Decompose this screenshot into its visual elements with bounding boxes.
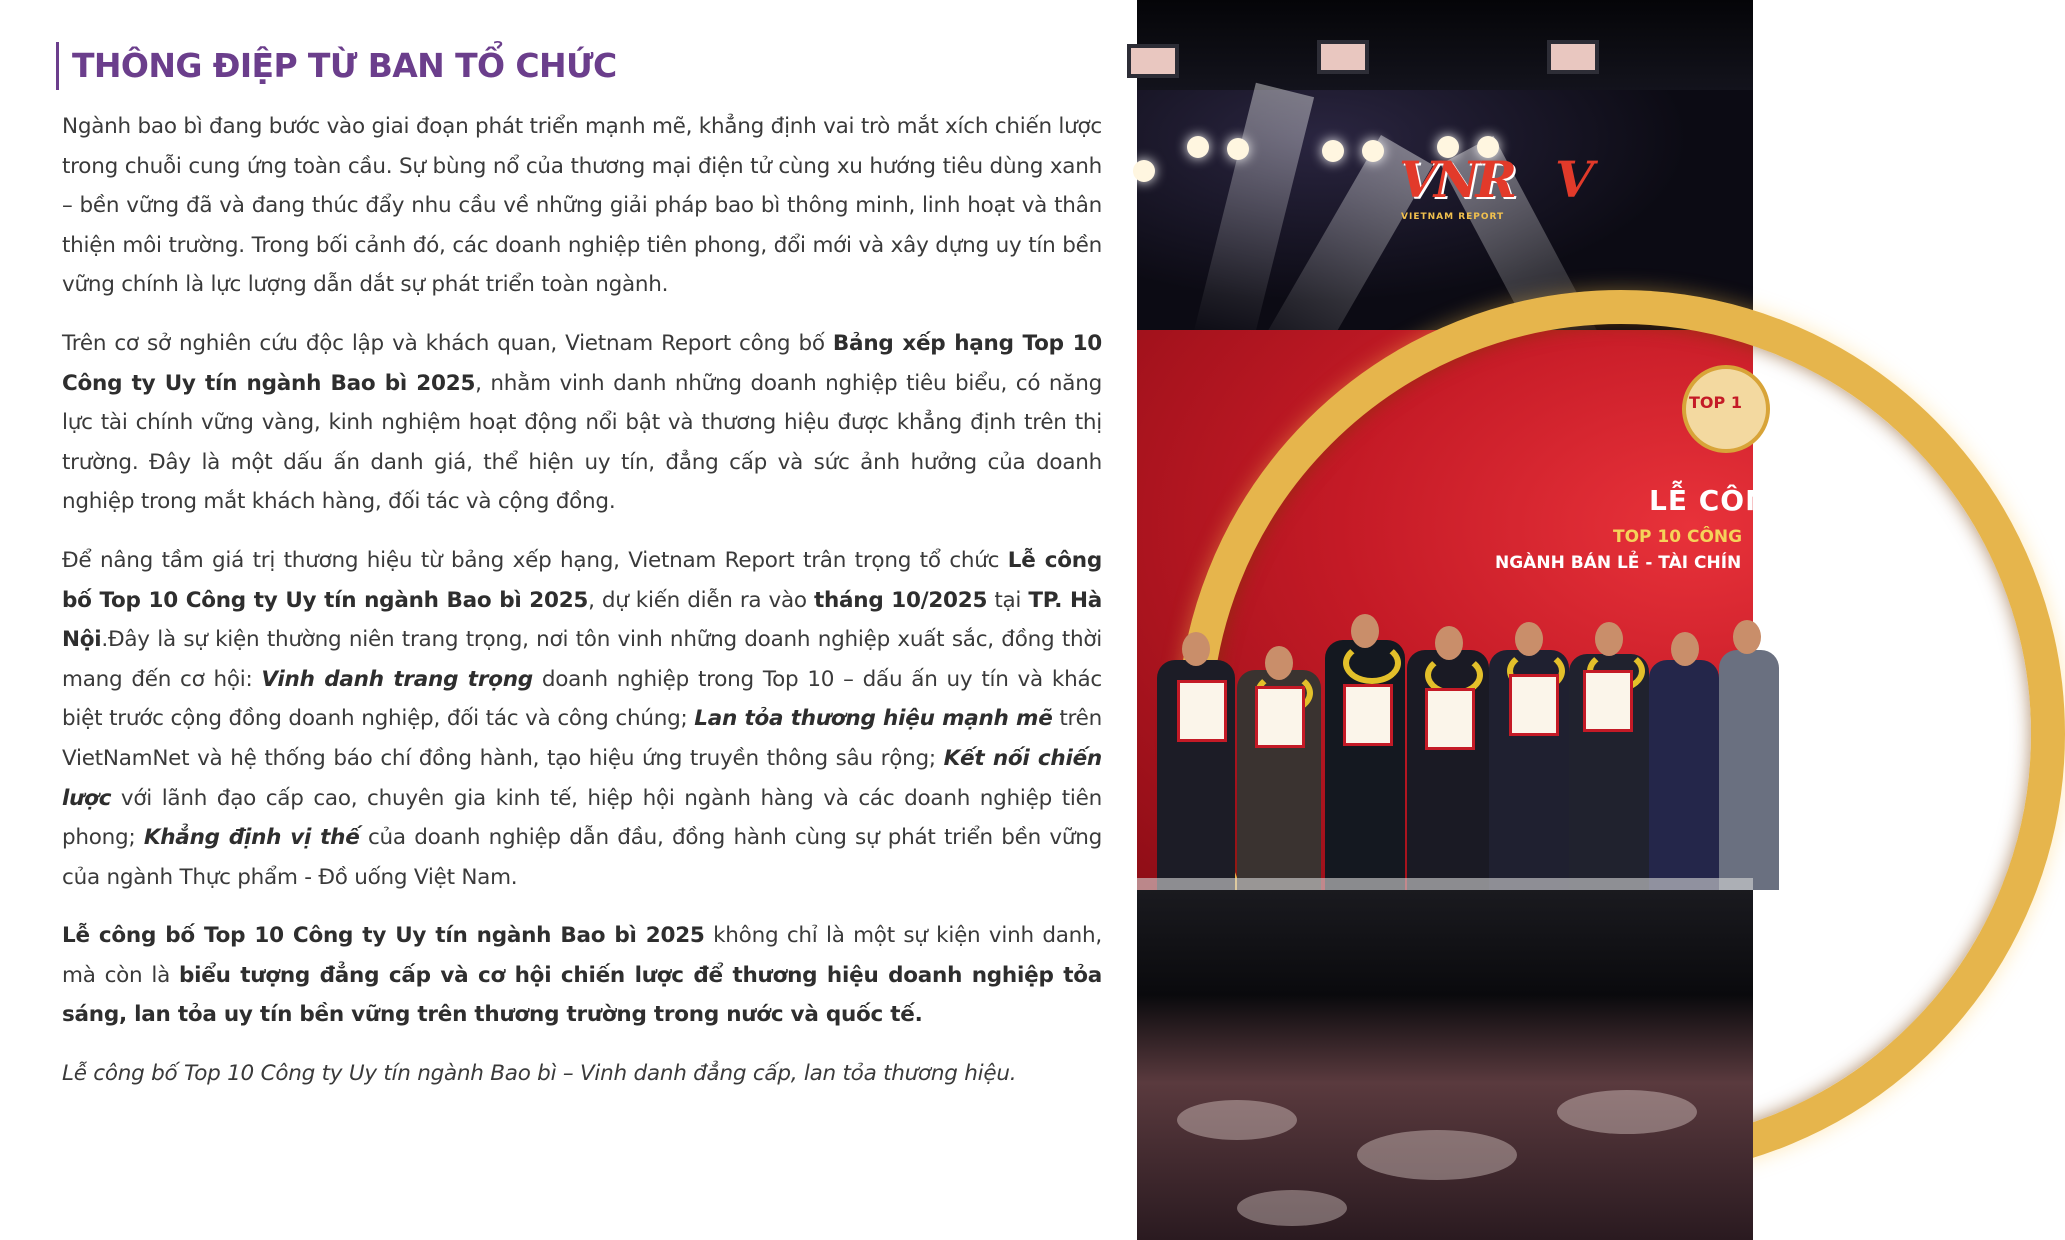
bold-italic-run: Kết nối chiến lược [62, 745, 1102, 811]
bold-run: tháng 10/2025 [813, 587, 988, 613]
awardees-group [1137, 600, 1753, 890]
certificate [1509, 674, 1559, 736]
vnr-logo: VNR [1399, 150, 1514, 209]
presenter-head [1733, 620, 1761, 654]
bold-run: biểu tượng đẳng cấp và cơ hội chiến lược để thương hiệu doanh nghiệp tỏa sáng, lan tỏa uy tín bền vững trên thương trường trong nước và quốc tế. [62, 962, 1102, 1028]
presenter [1649, 660, 1719, 890]
text-run: với lãnh đạo cấp cao, chuyên gia kinh tế, hiệp hội ngành hàng và các doanh nghiệp tiên phong; [62, 785, 1102, 851]
vnr-logo-subtitle: VIETNAM REPORT [1401, 212, 1505, 222]
floor-light [1237, 1190, 1347, 1226]
stage-subtitle: TOP 10 CÔNG [1613, 527, 1743, 547]
stage-light-icon [1547, 40, 1599, 74]
text-run: không chỉ là một sự kiện vinh danh, mà còn là [62, 923, 1102, 988]
text-run: tại [987, 587, 1029, 613]
paragraph-intro: Ngành bao bì đang bước vào giai đoạn phát triển mạnh mẽ, khẳng định vai trò mắt xích chiến lược trong chuỗi cung ứng toàn cầu. Sự bùng nổ của thương mại điện tử cùng xu hướng tiêu dùng xanh – bền vững đã và đang thúc đẩy nhu cầu về những giải pháp bao bì thông minh, linh hoạt và thân thiện môi trường. Trong bối cảnh đó, các doanh nghiệp tiên phong, đổi mới và xây dựng uy tín bền vững chính là lực lượng dẫn dắt sự phát triển toàn ngành. [62, 114, 1102, 298]
bold-italic-run: Khẳng định vị thế [143, 825, 360, 851]
text-run: Để nâng tầm giá trị thương hiệu từ bảng xếp hạng, Vietnam Report trân trọng tổ chức [62, 547, 1008, 573]
bold-italic-run: Lan tỏa thương hiệu mạnh mẽ [694, 706, 1053, 732]
paragraph-significance [62, 916, 1102, 1035]
slogan-text: Lễ công bố Top 10 Công ty Uy tín ngành Bao bì – Vinh danh đẳng cấp, lan tỏa thương hiệu. [62, 1061, 1017, 1087]
certificate [1177, 680, 1227, 742]
spotlight [1187, 136, 1209, 158]
spotlight [1362, 140, 1384, 162]
floor-light [1177, 1100, 1297, 1140]
paragraph-ranking [62, 324, 1102, 522]
text-run: , nhằm vinh danh những doanh nghiệp tiêu biểu, có năng lực tài chính vững vàng, kinh nghiệm hoạt động nổi bật và thương hiệu được khẳng định trên thị trường. Đây là một dấu ấn danh giá, thể hiện uy tín, đẳng cấp và sức ảnh hưởng của doanh nghiệp trong mắt khách hàng, đối tác và cộng đồng. [62, 370, 1102, 515]
stage-subtitle-2: NGÀNH BÁN LẺ - TÀI CHÍN [1495, 553, 1742, 573]
stage-light-icon [1127, 44, 1179, 78]
paragraph-ceremony [62, 541, 1102, 897]
heading-accent-bar [56, 42, 59, 90]
certificate [1583, 670, 1633, 732]
stage-floor [1137, 890, 1753, 1240]
floor-light [1557, 1090, 1697, 1134]
text-run: .Đây là sự kiện thường niên trang trọng, nơi tôn vinh những doanh nghiệp xuất sắc, đồng thời mang đến cơ hội: [62, 627, 1102, 692]
bold-run: TP. Hà Nội [62, 587, 1103, 653]
paragraph-slogan [62, 1054, 1102, 1094]
award-ceremony-photo [1137, 0, 1770, 1240]
stage-title: LỄ CÔN [1649, 484, 1770, 517]
page-title: THÔNG ĐIỆP TỪ BAN TỔ CHỨC [72, 46, 617, 85]
text-run: Trên cơ sở nghiên cứu độc lập và khách quan, Vietnam Report công bố [62, 330, 833, 356]
bold-run: Bảng xếp hạng Top 10 Công ty Uy tín ngành Bao bì 2025 [62, 330, 1102, 396]
bold-italic-run: Vinh danh trang trọng [261, 666, 533, 692]
text-run: trên VietNamNet và hệ thống báo chí đồng hành, tạo hiệu ứng truyền thông sâu rộng; [62, 706, 1102, 771]
bold-run: Lễ công bố Top 10 Công ty Uy tín ngành Bao bì 2025 [62, 923, 705, 949]
floor-light [1357, 1130, 1517, 1180]
presenter [1719, 650, 1779, 890]
text-run: , dự kiến diễn ra vào [588, 587, 814, 613]
spotlight [1227, 138, 1249, 160]
flower-garland [1343, 642, 1401, 684]
badge-label: TOP 1 [1689, 393, 1742, 412]
partner-logo: V [1555, 150, 1594, 209]
certificate [1255, 686, 1305, 748]
text-run: doanh nghiệp trong Top 10 – dấu ấn uy tín và khác biệt trước cộng đồng doanh nghiệp, đối tác và công chúng; [62, 666, 1102, 732]
stage-truss [1137, 0, 1753, 90]
certificate [1425, 688, 1475, 750]
certificate [1343, 684, 1393, 746]
text-run: của doanh nghiệp dẫn đầu, đồng hành cùng sự phát triển bền vững của ngành Thực phẩm - Đồ uống Việt Nam. [62, 825, 1102, 890]
stage-light-icon [1317, 40, 1369, 74]
awardee-head [1182, 632, 1210, 666]
presenter-head [1671, 632, 1699, 666]
spotlight [1133, 160, 1155, 182]
message-body [62, 107, 1102, 1113]
bold-run: Lễ công bố Top 10 Công ty Uy tín ngành Bao bì 2025 [62, 547, 1102, 613]
spotlight [1322, 140, 1344, 162]
